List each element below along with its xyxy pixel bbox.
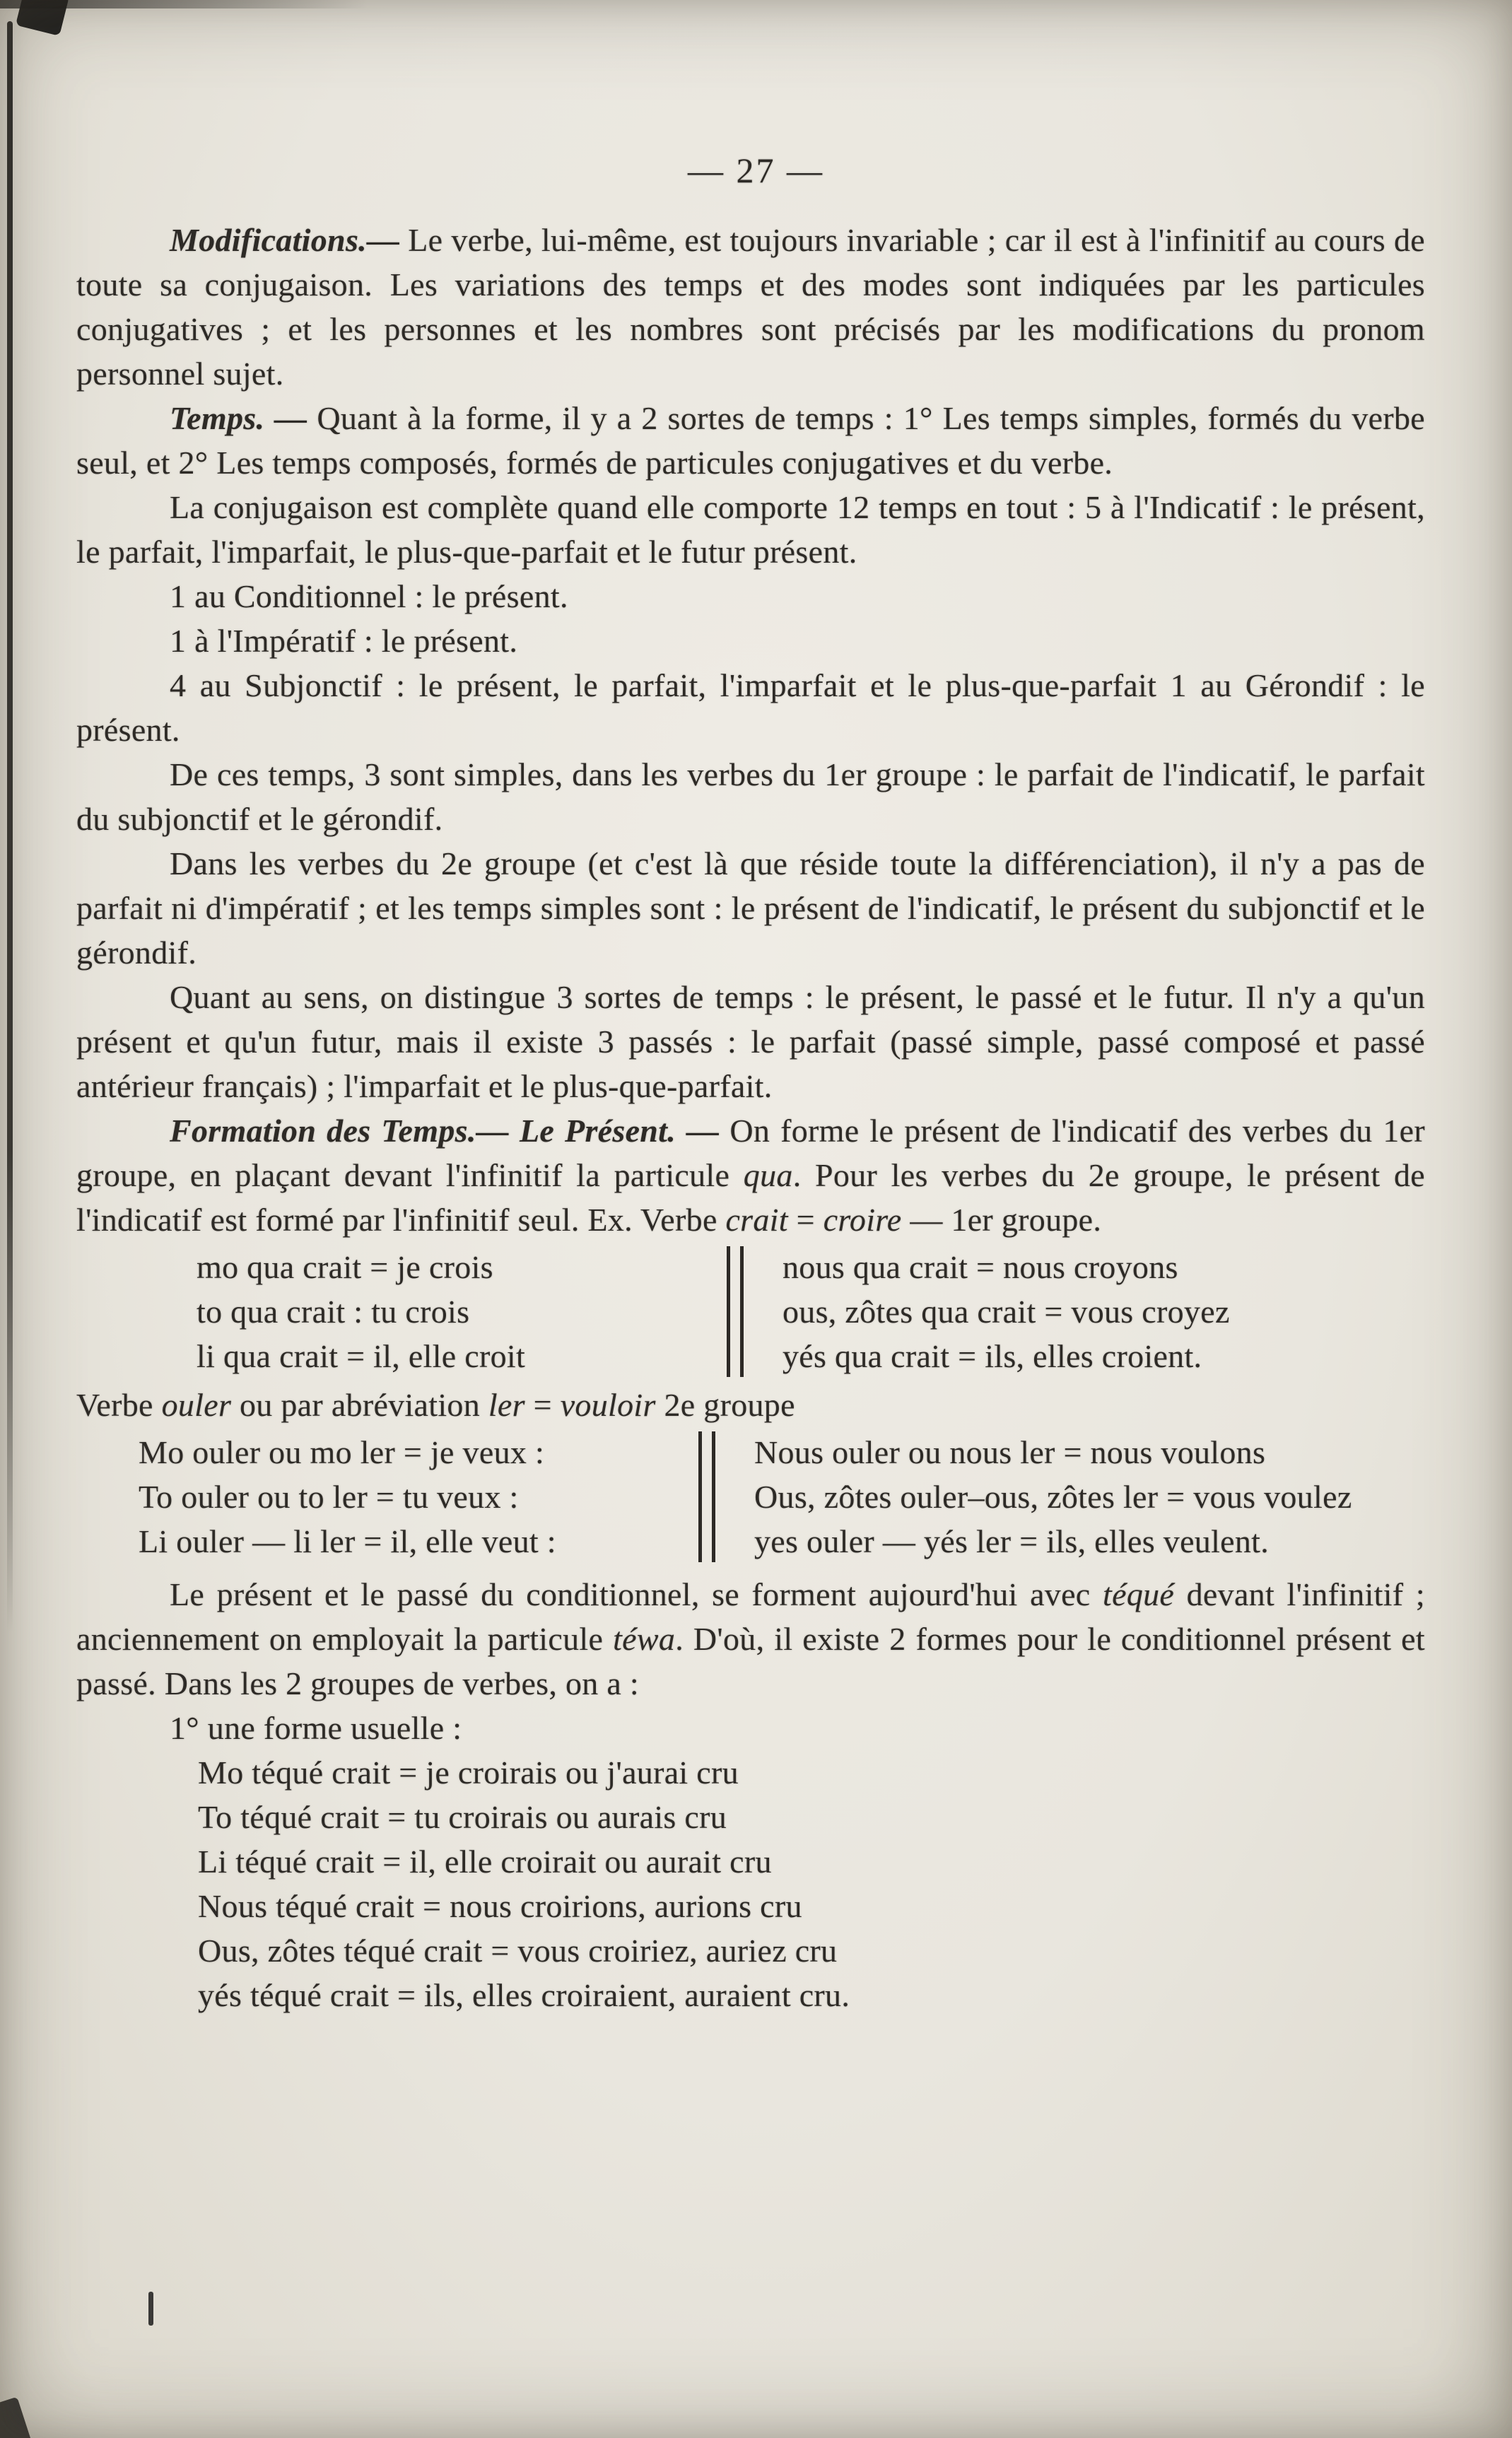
text-segment: vouloir	[560, 1387, 656, 1423]
text-segment: Quant à la forme, il y a 2 sortes de temps : 1° Les temps simples, formés du verbe seul, et 2° Les temps composés, formés de particules conjugatives et du verbe.	[76, 400, 1425, 481]
paragraph-de-ces-temps: De ces temps, 3 sont simples, dans les verbes du 1er groupe : le parfait de l'indicatif, le parfait du subjonctif et le gérondif.	[76, 756, 1425, 837]
table-row: nous qua crait = nous croyons	[783, 1249, 1178, 1285]
text-segment: Le verbe, lui-même, est toujours invariable ; car il est à l'infinitif au cours de toute sa conjugaison. Les variations des temps et des modes sont indiquées par les particules conjugatives ; et les personnes et les nombres sont précisés par les modifications du pronom personnel sujet.	[76, 222, 1425, 392]
paragraph-modifications	[76, 218, 1425, 396]
conjugation-table-crait	[76, 1245, 1425, 1378]
text-segment: ouler	[161, 1387, 232, 1423]
line-verbe-ouler	[76, 1383, 1425, 1427]
text-segment: =	[787, 1202, 824, 1238]
text-segment: =	[524, 1387, 561, 1423]
table-crait-left-column	[76, 1245, 727, 1378]
table-crait-right-column	[744, 1245, 1425, 1378]
table-row: To ouler ou to ler = tu veux :	[139, 1479, 519, 1515]
conjugation-line: Li téqué crait = il, elle croirait ou aurait cru	[198, 1844, 772, 1880]
text-segment: croire	[823, 1202, 902, 1238]
text-segment: Formation des Temps.—	[170, 1113, 520, 1149]
table-row: mo qua crait = je crois	[197, 1249, 493, 1285]
page-content	[76, 218, 1425, 2017]
conjugation-line: To téqué crait = tu croirais ou aurais cru	[198, 1799, 727, 1835]
table-row: ous, zôtes qua crait = vous croyez	[783, 1294, 1230, 1330]
text-segment: Le présent et le passé du conditionnel, se forment aujourd'hui avec	[170, 1576, 1103, 1612]
text-segment: ou par abréviation	[231, 1387, 488, 1423]
page-number	[0, 150, 1512, 191]
double-rule-divider	[727, 1246, 744, 1377]
scan-artifact-top-edge	[0, 0, 368, 8]
text-segment: Le Présent. —	[519, 1113, 730, 1149]
page-number-text: — 27 —	[688, 151, 824, 190]
text-segment: . D'où, il existe 2 formes pour le conditionnel présent et passé. Dans les 2 groupes de verbes, on a :	[76, 1621, 1425, 1701]
text-segment: . Pour les verbes du 2e groupe, le présent de l'indicatif est formé par l'infinitif seul. Ex. Verbe	[76, 1157, 1426, 1238]
text-segment: crait	[725, 1202, 788, 1238]
line-forme-usuelle: 1° une forme usuelle :	[170, 1710, 462, 1746]
text-segment: Modifications.—	[170, 222, 409, 258]
text-segment: 2e groupe	[655, 1387, 795, 1423]
text-segment: Temps. —	[170, 400, 317, 436]
conjugation-table-ouler	[76, 1430, 1425, 1564]
double-rule-divider	[698, 1431, 715, 1562]
text-segment: devant l'infinitif ; anciennement on employait la particule	[76, 1576, 1425, 1657]
table-ouler-left-column	[76, 1430, 698, 1564]
paragraph-formation-des-temps	[76, 1108, 1425, 1242]
text-segment: Verbe	[76, 1387, 162, 1423]
paragraph-subjonctif: 4 au Subjonctif : le présent, le parfait, l'imparfait et le plus-que-parfait 1 au Gérondif : le présent.	[76, 667, 1425, 748]
line-imperatif: 1 à l'Impératif : le présent.	[170, 623, 518, 659]
conjugation-line: Mo téqué crait = je croirais ou j'aurai cru	[198, 1754, 739, 1791]
text-segment: — 1er groupe.	[901, 1202, 1102, 1238]
table-row: Li ouler — li ler = il, elle veut :	[139, 1523, 556, 1559]
table-ouler-right-column	[715, 1430, 1425, 1564]
text-segment: téqué	[1103, 1576, 1175, 1612]
line-conditionnel: 1 au Conditionnel : le présent.	[170, 578, 568, 614]
paragraph-temps	[76, 396, 1425, 485]
text-segment: téwa	[613, 1621, 676, 1657]
text-segment: qua	[743, 1157, 793, 1193]
table-row: Mo ouler ou mo ler = je veux :	[139, 1434, 545, 1470]
text-segment: On forme le présent de l'indicatif des verbes du 1er groupe, en plaçant devant l'infinitif la particule	[76, 1113, 1425, 1193]
table-row: yés qua crait = ils, elles croient.	[783, 1338, 1202, 1374]
conjugation-line: Nous téqué crait = nous croirions, aurions cru	[198, 1888, 802, 1924]
scan-artifact-bottom-tick	[148, 2292, 153, 2326]
table-row: yes ouler — yés ler = ils, elles veulent.	[754, 1523, 1270, 1559]
table-row: Nous ouler ou nous ler = nous voulons	[754, 1434, 1266, 1470]
conjugation-line: yés téqué crait = ils, elles croiraient, auraient cru.	[198, 1977, 850, 2013]
paragraph-dans-les-verbes: Dans les verbes du 2e groupe (et c'est là que réside toute la différenciation), il n'y a pas de parfait ni d'impératif ; et les temps simples sont : le présent de l'indicatif, le présent du subjonctif et le gérondif.	[76, 845, 1425, 971]
paragraph-conjugaison: La conjugaison est complète quand elle comporte 12 temps en tout : 5 à l'Indicatif : le présent, le parfait, l'imparfait, le plus-que-parfait et le futur présent.	[76, 489, 1425, 570]
paragraph-conditionnel	[76, 1572, 1425, 1706]
scan-artifact-bottom-left-corner	[0, 2397, 33, 2438]
text-segment: ler	[488, 1387, 525, 1423]
scan-artifact-left-edge-line	[7, 21, 13, 1633]
conjugation-line: Ous, zôtes téqué crait = vous croiriez, auriez cru	[198, 1933, 838, 1969]
table-row: to qua crait : tu crois	[197, 1294, 470, 1330]
paragraph-quant-au-sens: Quant au sens, on distingue 3 sortes de temps : le présent, le passé et le futur. Il n'y a qu'un présent et qu'un futur, mais il existe 3 passés : le parfait (passé simple, passé composé et passé antérieur français) ; l'imparfait et le plus-que-parfait.	[76, 979, 1425, 1104]
table-row: li qua crait = il, elle croit	[197, 1338, 526, 1374]
table-row: Ous, zôtes ouler–ous, zôtes ler = vous voulez	[754, 1479, 1352, 1515]
conjugation-list-tequer	[76, 1750, 1425, 2017]
